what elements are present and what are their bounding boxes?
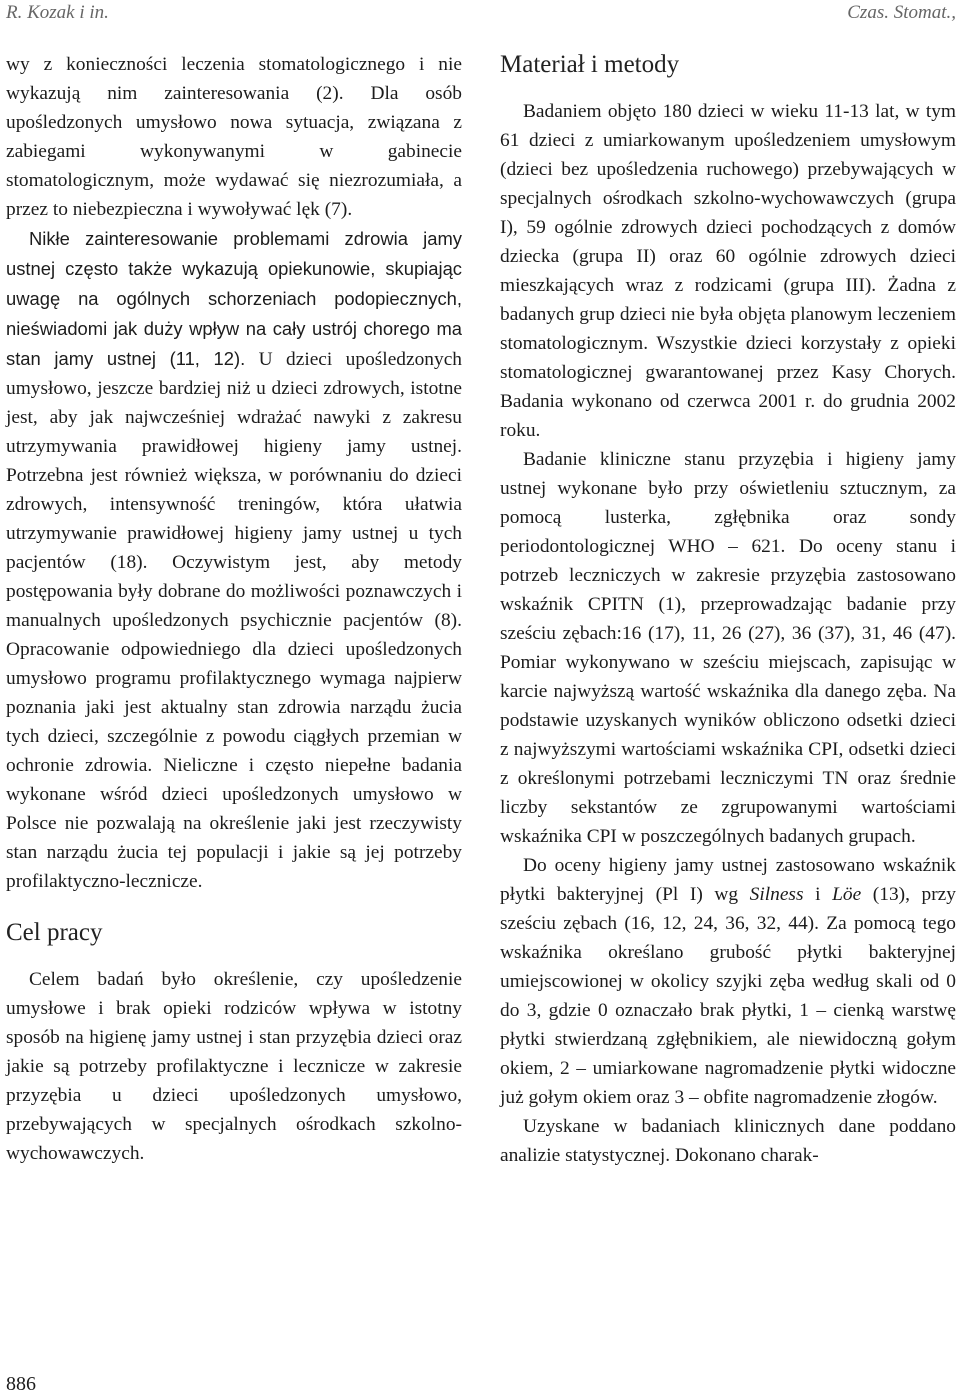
author-silness: Silness (749, 884, 804, 905)
section-heading-methods: Materiał i metody (500, 51, 680, 78)
paragraph-study-group: Badaniem objęto 180 dzieci w wieku 11-13 lat, w tym 61 dzieci z umiarkowanym upośledzeniem umysłowym (dzieci bez upośledzenia ruchowego) przebywających w specjalnych ośrodkach szkolno-wychowawczych (grupa I), 59 ogólnie zdrowych dzieci pochodzących z domów dziecka (grupa II) oraz 60 ogólnie zdrowych dzieci mieszkających wraz z rodzicami (grupa III). Żadna z badanych grup dzieci nie była objęta planowym leczeniem stomatologicznym. Wszystkie dzieci korzystały z opieki stomatologicznej gwarantowanej przez Kasy Chorych. Badania wykonano od czerwca 2001 r. do grudnia 2002 roku. (500, 101, 956, 441)
page-number: 886 (6, 1373, 36, 1395)
running-header-authors: R. Kozak i in. (6, 2, 109, 23)
paragraph-guardians-serif-part: U dzieci upośledzonych umysłowo, jeszcze bardziej niż u dzieci zdrowych, istotne jest, aby jak najwcześniej wdrażać nawyki z zakresu utrzymywania prawidłowej higieny jamy ustnej. Potrzebna jest również większa, w porównaniu do dzieci zdrowych, intensywność treningów, która ułatwia utrzymywanie prawidłowej higieny jamy ustnej u tych pacjentów (18). Oczywistym jest, aby metody postępowania były dobrane do możliwości poznawczych i manualnych upośledzonych psychicznie pacjentów (8). Opracowanie odpowiedniego dla dzieci upośledzonych umysłowo programu profilaktycznego wymaga najpierw poznania jaki jest aktualny stan zdrowia narządu żucia tych dzieci, szczególnie z powodu ciągłych przemian w ochronie zdrowia. Nieliczne i często niepełne badania wykonane wśród dzieci upośledzonych umysłowo w Polsce nie pozwalają na określenie jaki jest rzeczywisty stan narządu żucia tej populacji i jakie są jej potrzeby profilaktyczno-lecznicze. (6, 349, 462, 892)
left-column (6, 50, 462, 1168)
section-heading-aim: Cel pracy (6, 919, 103, 946)
paragraph-statistics: Uzyskane w badaniach klinicznych dane poddano analizie statystycznej. Dokonano charak- (500, 1116, 956, 1166)
right-column (500, 50, 956, 1170)
plaque-text-a: Do oceny higieny jamy ustnej zastosowano wskaźnik płytki bakteryjnej (Pl I) wg (500, 855, 956, 905)
paragraph-intro-continued: wy z konieczności leczenia stomatologicznego i nie wykazują nim zainteresowania (2). Dla osób upośledzonych umysłowo nowa sytuacja, związana z zabiegami wykonywanymi w gabinecie stomatologicznym, może wydawać się niezrozumiała, a przez to niebezpieczna i wywoływać lęk (7). (6, 54, 462, 220)
plaque-text-c: (13), przy sześciu zębach (16, 12, 24, 36, 32, 44). Za pomocą tego wskaźnika określano grubość płytki bakteryjnej umiejscowionej w okolicy szyjki zęba według skali od 0 do 3, gdzie 0 oznaczało brak płytki, 1 – cienką warstwę płytki stwierdzaną zgłębnikiem, ale niewidoczną gołym okiem, 2 – umiarkowane nagromadzenie płytki widoczne już gołym okiem oraz 3 – obfite nagromadzenie złogów. (500, 884, 956, 1108)
paragraph-aim: Celem badań było określenie, czy upośledzenie umysłowe i brak opieki rodziców wpływa w istotny sposób na higienę jamy ustnej i stan przyzębia dzieci oraz jakie są potrzeby profilaktyczne i lecznicze w zakresie przyzębia u dzieci upośledzonych umysłowo, przebywających w specjalnych ośrodkach szkolno-wychowawczych. (6, 969, 462, 1164)
paragraph-guardians-sans-part: Nikłe zainteresowanie problemami zdrowia jamy ustnej często także wykazują opiekunowie, skupiając uwagę na ogólnych schorzeniach podopiecznych, nieświadomi jak duży wpływ na cały ustrój chorego ma stan jamy ustnej (11, 12). (6, 228, 462, 369)
paragraph-plaque-index (500, 851, 956, 1112)
running-header-journal: Czas. Stomat., (847, 2, 956, 23)
paragraph-clinical-exam: Badanie kliniczne stanu przyzębia i higieny jamy ustnej wykonane było przy oświetleniu sztucznym, za pomocą lusterka, zgłębnika oraz sondy periodontologicznej WHO – 621. Do oceny stanu i potrzeb leczniczych w zakresie przyzębia zastosowano wskaźnik CPITN (1), przeprowadzając badanie przy sześciu zębach:16 (17), 11, 26 (27), 36 (37), 31, 46 (47). Pomiar wykonywano w sześciu miejscach, zapisując w karcie najwyższą wartość wskaźnika dla danego zęba. Na podstawie uzyskanych wyników obliczono odsetki dzieci z najwyższymi wartościami wskaźnika CPI, odsetki dzieci z określonymi potrzebami leczniczymi TN oraz średnie liczby sekstantów ze zgrupowanymi wartościami wskaźnika CPI w poszczególnych badanych grupach. (500, 449, 956, 847)
paragraph-guardians (6, 224, 462, 896)
plaque-text-b: i (803, 884, 833, 905)
author-loe: Löe (832, 884, 862, 905)
